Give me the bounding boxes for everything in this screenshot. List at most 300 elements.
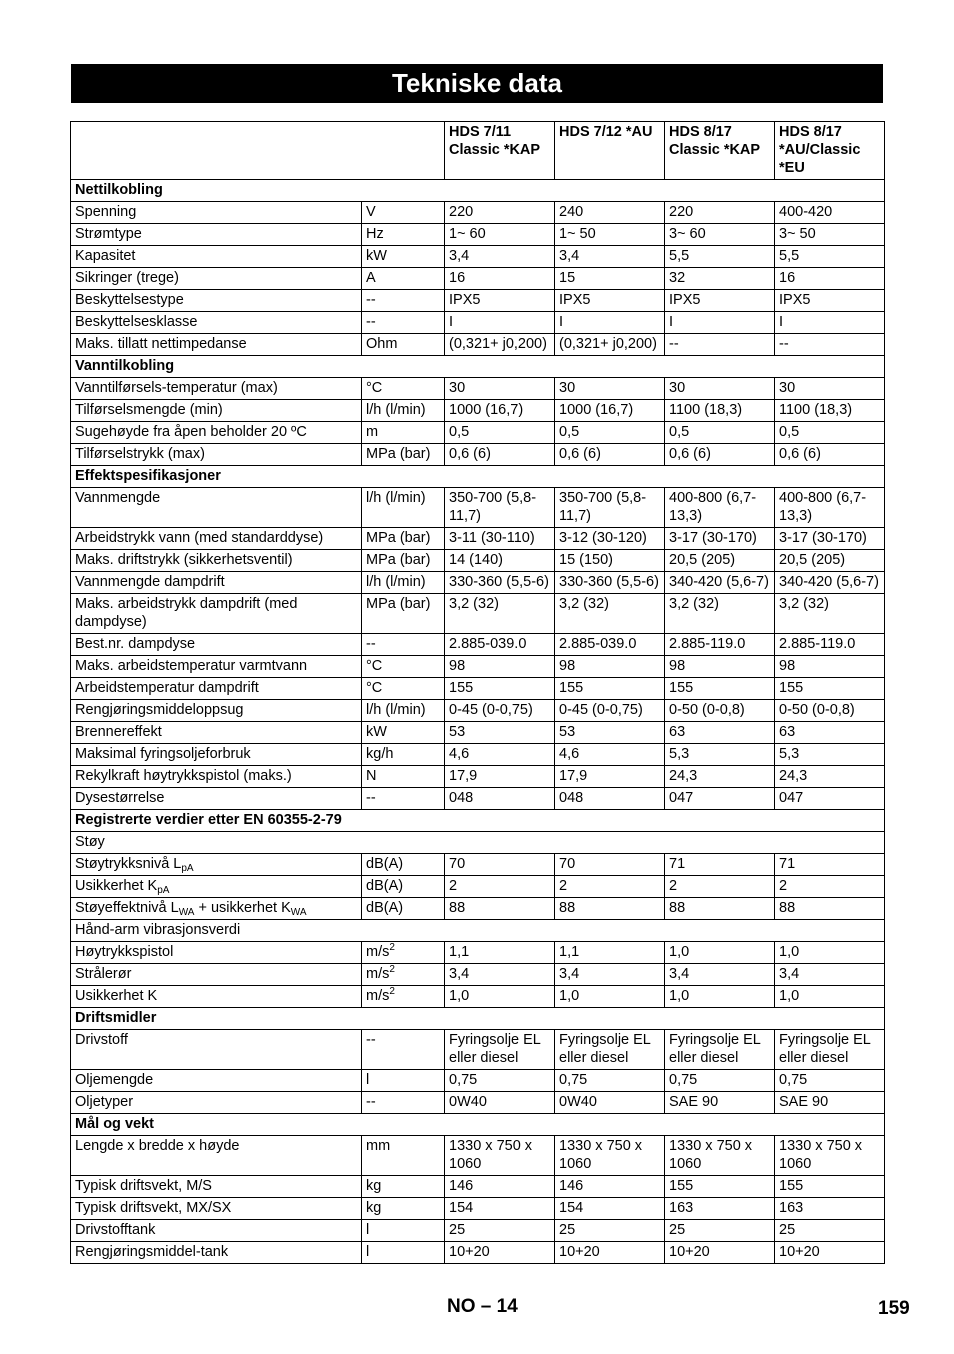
model-header-2: HDS 7/12 *AU	[555, 122, 665, 180]
title-bar	[71, 64, 883, 103]
row-label-text: Vannmengde dampdrift	[75, 574, 225, 590]
table-row	[71, 876, 885, 898]
value-cell-model-3: I	[665, 312, 775, 334]
row-unit	[362, 422, 445, 444]
value-cell-model-3: 32	[665, 268, 775, 290]
table-header-row	[71, 122, 885, 180]
value-cell-model-1: 3,2 (32)	[445, 594, 555, 634]
table-row	[71, 898, 885, 920]
value-cell-model-2: 3,4	[555, 246, 665, 268]
table-row	[71, 550, 885, 572]
section-title: Effektspesifikasjoner	[71, 466, 885, 488]
value-cell-model-1: 1,1	[445, 942, 555, 964]
table-row	[71, 572, 885, 594]
row-unit-text: kg	[366, 1178, 382, 1194]
table-row	[71, 964, 885, 986]
value-cell-model-1: IPX5	[445, 290, 555, 312]
row-unit	[362, 656, 445, 678]
value-cell-model-1: 1,0	[445, 986, 555, 1008]
value-cell-model-2: 30	[555, 378, 665, 400]
table-row	[71, 678, 885, 700]
row-label	[71, 290, 362, 312]
row-unit-text: l/h (l/min)	[366, 490, 426, 506]
value-cell-model-3: 2.885-119.0	[665, 634, 775, 656]
value-cell-model-4: 5,5	[775, 246, 885, 268]
table-row	[71, 1176, 885, 1198]
row-label-text: Oljemengde	[75, 1072, 154, 1088]
row-label	[71, 634, 362, 656]
value-cell-model-2: 0,5	[555, 422, 665, 444]
row-label-text: Arbeidstrykk vann (med standarddyse)	[75, 530, 324, 546]
row-unit	[362, 744, 445, 766]
row-unit	[362, 224, 445, 246]
row-label-text: Usikkerhet K	[75, 988, 158, 1004]
row-unit	[362, 488, 445, 528]
value-cell-model-1: I	[445, 312, 555, 334]
row-unit-text: --	[366, 1094, 376, 1110]
row-label-text: Maksimal fyringsoljeforbruk	[75, 746, 251, 762]
row-unit-text: kW	[366, 248, 387, 264]
row-unit	[362, 202, 445, 224]
table-row	[71, 1030, 885, 1070]
table-row	[71, 722, 885, 744]
row-unit	[362, 964, 445, 986]
value-cell-model-2: 1330 x 750 x 1060	[555, 1136, 665, 1176]
row-label	[71, 1092, 362, 1114]
value-cell-model-2: 3-12 (30-120)	[555, 528, 665, 550]
value-cell-model-4: 0,75	[775, 1070, 885, 1092]
row-label-subscript: WA	[178, 907, 195, 918]
value-cell-model-2: 1000 (16,7)	[555, 400, 665, 422]
row-unit-text: m/s	[366, 944, 390, 960]
row-unit	[362, 876, 445, 898]
row-label-text: Typisk driftsvekt, M/S	[75, 1178, 212, 1194]
value-cell-model-4: 63	[775, 722, 885, 744]
row-unit-text: m/s	[366, 988, 390, 1004]
row-unit	[362, 312, 445, 334]
table-row	[71, 488, 885, 528]
row-unit-text: l/h (l/min)	[366, 702, 426, 718]
value-cell-model-4: 1,0	[775, 942, 885, 964]
row-label	[71, 1176, 362, 1198]
section-title: Driftsmidler	[71, 1008, 885, 1030]
row-label	[71, 1070, 362, 1092]
row-label-text: Rekylkraft høytrykkspistol (maks.)	[75, 768, 292, 784]
row-unit	[362, 528, 445, 550]
value-cell-model-3: 0,6 (6)	[665, 444, 775, 466]
table-row	[71, 634, 885, 656]
row-label	[71, 528, 362, 550]
section-title: Mål og vekt	[71, 1114, 885, 1136]
value-cell-model-1: 146	[445, 1176, 555, 1198]
value-cell-model-2: 0,6 (6)	[555, 444, 665, 466]
row-unit	[362, 290, 445, 312]
value-cell-model-3: 25	[665, 1220, 775, 1242]
row-unit-text: --	[366, 636, 376, 652]
value-cell-model-4: 1,0	[775, 986, 885, 1008]
value-cell-model-3: 220	[665, 202, 775, 224]
row-label	[71, 202, 362, 224]
row-label	[71, 656, 362, 678]
table-row	[71, 334, 885, 356]
value-cell-model-4: 3-17 (30-170)	[775, 528, 885, 550]
row-unit-text: --	[366, 314, 376, 330]
value-cell-model-2: 048	[555, 788, 665, 810]
row-unit-text: °C	[366, 380, 383, 396]
row-label	[71, 1242, 362, 1264]
value-cell-model-4: 047	[775, 788, 885, 810]
row-unit-text: kg/h	[366, 746, 394, 762]
value-cell-model-3: 3,2 (32)	[665, 594, 775, 634]
row-label	[71, 312, 362, 334]
section-header-row	[71, 810, 885, 832]
row-label-text: Sikringer (trege)	[75, 270, 179, 286]
row-label	[71, 268, 362, 290]
value-cell-model-2: 146	[555, 1176, 665, 1198]
row-unit	[362, 444, 445, 466]
row-label	[71, 422, 362, 444]
row-unit-superscript: 2	[389, 942, 395, 953]
value-cell-model-3: 047	[665, 788, 775, 810]
row-unit	[362, 246, 445, 268]
model-header-1: HDS 7/11 Classic *KAP	[445, 122, 555, 180]
value-cell-model-2: 0-45 (0-0,75)	[555, 700, 665, 722]
value-cell-model-1: 98	[445, 656, 555, 678]
row-unit-text: m	[366, 424, 379, 440]
row-unit	[362, 572, 445, 594]
row-unit-text: MPa (bar)	[366, 596, 431, 612]
value-cell-model-3: 20,5 (205)	[665, 550, 775, 572]
row-label	[71, 964, 362, 986]
table-row	[71, 1198, 885, 1220]
value-cell-model-2: 98	[555, 656, 665, 678]
subsection-title: Støy	[71, 832, 885, 854]
row-unit	[362, 722, 445, 744]
table-row	[71, 766, 885, 788]
value-cell-model-4: 340-420 (5,6-7)	[775, 572, 885, 594]
row-label-text: Rengjøringsmiddel-tank	[75, 1244, 229, 1260]
row-unit-text: l/h (l/min)	[366, 402, 426, 418]
row-unit	[362, 1092, 445, 1114]
value-cell-model-2: IPX5	[555, 290, 665, 312]
footer-section-label: NO – 14	[447, 1296, 518, 1317]
value-cell-model-3: 5,5	[665, 246, 775, 268]
header-empty-label	[71, 122, 362, 180]
value-cell-model-2: 154	[555, 1198, 665, 1220]
row-unit	[362, 942, 445, 964]
row-unit	[362, 678, 445, 700]
row-label-text: Oljetyper	[75, 1094, 134, 1110]
row-label	[71, 444, 362, 466]
header-empty-unit	[362, 122, 445, 180]
value-cell-model-3: 2	[665, 876, 775, 898]
row-label	[71, 378, 362, 400]
value-cell-model-2: 0W40	[555, 1092, 665, 1114]
row-unit-text: kW	[366, 724, 387, 740]
value-cell-model-4: IPX5	[775, 290, 885, 312]
value-cell-model-2: 2.885-039.0	[555, 634, 665, 656]
value-cell-model-2: 350-700 (5,8-11,7)	[555, 488, 665, 528]
row-unit-text: --	[366, 292, 376, 308]
value-cell-model-3: 1330 x 750 x 1060	[665, 1136, 775, 1176]
table-row	[71, 202, 885, 224]
row-label-text: Maks. tillatt nettimpedanse	[75, 336, 247, 352]
value-cell-model-3: 71	[665, 854, 775, 876]
section-header-row	[71, 1114, 885, 1136]
value-cell-model-3: 88	[665, 898, 775, 920]
table-row	[71, 528, 885, 550]
table-row	[71, 700, 885, 722]
value-cell-model-3: 0,5	[665, 422, 775, 444]
row-label	[71, 334, 362, 356]
section-title: Registrerte verdier etter EN 60355-2-79	[71, 810, 885, 832]
row-label-text: Typisk driftsvekt, MX/SX	[75, 1200, 232, 1216]
row-label-text: Støytrykksnivå L	[75, 856, 182, 872]
row-unit-text: MPa (bar)	[366, 446, 431, 462]
value-cell-model-2: 0,75	[555, 1070, 665, 1092]
value-cell-model-1: 70	[445, 854, 555, 876]
value-cell-model-3: 3-17 (30-170)	[665, 528, 775, 550]
row-label	[71, 246, 362, 268]
row-unit-text: dB(A)	[366, 878, 404, 894]
value-cell-model-3: 63	[665, 722, 775, 744]
row-unit	[362, 1242, 445, 1264]
value-cell-model-2: (0,321+ j0,200)	[555, 334, 665, 356]
row-unit-text: dB(A)	[366, 900, 404, 916]
row-label	[71, 678, 362, 700]
value-cell-model-3: 1100 (18,3)	[665, 400, 775, 422]
row-label	[71, 1030, 362, 1070]
value-cell-model-2: 17,9	[555, 766, 665, 788]
row-label-text: Usikkerhet K	[75, 878, 158, 894]
table-row	[71, 378, 885, 400]
value-cell-model-2: 88	[555, 898, 665, 920]
row-label-text: Brennereffekt	[75, 724, 162, 740]
row-label	[71, 1198, 362, 1220]
value-cell-model-3: 0,75	[665, 1070, 775, 1092]
value-cell-model-4: 30	[775, 378, 885, 400]
value-cell-model-2: Fyringsolje EL eller diesel	[555, 1030, 665, 1070]
value-cell-model-1: 16	[445, 268, 555, 290]
row-label-text: Kapasitet	[75, 248, 136, 264]
value-cell-model-3: Fyringsolje EL eller diesel	[665, 1030, 775, 1070]
row-label-text: Beskyttelsestype	[75, 292, 184, 308]
value-cell-model-3: SAE 90	[665, 1092, 775, 1114]
row-label	[71, 942, 362, 964]
value-cell-model-3: 24,3	[665, 766, 775, 788]
row-label	[71, 986, 362, 1008]
table-row	[71, 788, 885, 810]
value-cell-model-4: 2.885-119.0	[775, 634, 885, 656]
row-unit	[362, 378, 445, 400]
row-unit	[362, 594, 445, 634]
table-row	[71, 290, 885, 312]
row-unit	[362, 634, 445, 656]
value-cell-model-1: 3,4	[445, 246, 555, 268]
value-cell-model-3: --	[665, 334, 775, 356]
value-cell-model-3: 400-800 (6,7-13,3)	[665, 488, 775, 528]
table-row	[71, 854, 885, 876]
row-unit-text: --	[366, 1032, 376, 1048]
row-unit	[362, 766, 445, 788]
value-cell-model-4: 20,5 (205)	[775, 550, 885, 572]
value-cell-model-3: 163	[665, 1198, 775, 1220]
value-cell-model-4: 0-50 (0-0,8)	[775, 700, 885, 722]
value-cell-model-4: 71	[775, 854, 885, 876]
row-label-text: Arbeidstemperatur dampdrift	[75, 680, 259, 696]
value-cell-model-4: 0,6 (6)	[775, 444, 885, 466]
row-unit	[362, 700, 445, 722]
value-cell-model-1: 3-11 (30-110)	[445, 528, 555, 550]
value-cell-model-2: 155	[555, 678, 665, 700]
row-label-text: Sugehøyde fra åpen beholder 20 ºC	[75, 424, 307, 440]
value-cell-model-2: 2	[555, 876, 665, 898]
row-unit	[362, 334, 445, 356]
row-unit-text: l	[366, 1072, 370, 1088]
value-cell-model-4: 5,3	[775, 744, 885, 766]
table-row	[71, 594, 885, 634]
section-header-row	[71, 356, 885, 378]
row-label-text: Maks. driftstrykk (sikkerhetsventil)	[75, 552, 293, 568]
value-cell-model-1: 0,75	[445, 1070, 555, 1092]
row-label	[71, 594, 362, 634]
value-cell-model-1: 330-360 (5,5-6)	[445, 572, 555, 594]
row-unit-text: °C	[366, 680, 383, 696]
value-cell-model-1: 17,9	[445, 766, 555, 788]
value-cell-model-2: 1~ 50	[555, 224, 665, 246]
row-unit-text: mm	[366, 1138, 391, 1154]
row-label-text: Vannmengde	[75, 490, 161, 506]
value-cell-model-2: 1,1	[555, 942, 665, 964]
section-header-row	[71, 180, 885, 202]
value-cell-model-1: Fyringsolje EL eller diesel	[445, 1030, 555, 1070]
row-label-continuation: + usikkerhet K	[194, 900, 291, 916]
row-label-text: Strømtype	[75, 226, 142, 242]
value-cell-model-3: 155	[665, 1176, 775, 1198]
value-cell-model-4: 1100 (18,3)	[775, 400, 885, 422]
value-cell-model-1: 2.885-039.0	[445, 634, 555, 656]
row-unit	[362, 986, 445, 1008]
value-cell-model-2: 4,6	[555, 744, 665, 766]
value-cell-model-4: 1330 x 750 x 1060	[775, 1136, 885, 1176]
value-cell-model-1: 0W40	[445, 1092, 555, 1114]
value-cell-model-1: 1~ 60	[445, 224, 555, 246]
row-unit-text: N	[366, 768, 377, 784]
value-cell-model-3: 10+20	[665, 1242, 775, 1264]
row-label-text: Rengjøringsmiddeloppsug	[75, 702, 244, 718]
table-row	[71, 656, 885, 678]
value-cell-model-1: 1000 (16,7)	[445, 400, 555, 422]
row-label	[71, 700, 362, 722]
row-label-text: Høytrykkspistol	[75, 944, 174, 960]
row-unit	[362, 1198, 445, 1220]
value-cell-model-3: 3~ 60	[665, 224, 775, 246]
model-header-4: HDS 8/17 *AU/Classic *EU	[775, 122, 885, 180]
value-cell-model-3: 1,0	[665, 942, 775, 964]
value-cell-model-2: 3,2 (32)	[555, 594, 665, 634]
row-label	[71, 572, 362, 594]
table-row	[71, 1092, 885, 1114]
table-row	[71, 986, 885, 1008]
table-row	[71, 312, 885, 334]
value-cell-model-4: 163	[775, 1198, 885, 1220]
value-cell-model-4: Fyringsolje EL eller diesel	[775, 1030, 885, 1070]
value-cell-model-1: 1330 x 750 x 1060	[445, 1136, 555, 1176]
table-row	[71, 1242, 885, 1264]
value-cell-model-1: 154	[445, 1198, 555, 1220]
value-cell-model-1: 0,5	[445, 422, 555, 444]
footer-page-number: 159	[878, 1298, 910, 1319]
value-cell-model-1: 25	[445, 1220, 555, 1242]
table-row	[71, 422, 885, 444]
row-unit-text: V	[366, 204, 376, 220]
subsection-row	[71, 832, 885, 854]
row-unit-text: m/s	[366, 966, 390, 982]
table-row	[71, 224, 885, 246]
value-cell-model-4: 98	[775, 656, 885, 678]
value-cell-model-3: 98	[665, 656, 775, 678]
row-label-text: Beskyttelsesklasse	[75, 314, 198, 330]
value-cell-model-1: (0,321+ j0,200)	[445, 334, 555, 356]
row-label	[71, 1136, 362, 1176]
subsection-title: Hånd-arm vibrasjonsverdi	[71, 920, 885, 942]
row-unit	[362, 1176, 445, 1198]
row-unit-text: kg	[366, 1200, 382, 1216]
row-label-text: Støyeffektnivå L	[75, 900, 179, 916]
value-cell-model-3: 340-420 (5,6-7)	[665, 572, 775, 594]
value-cell-model-2: 70	[555, 854, 665, 876]
row-label	[71, 224, 362, 246]
value-cell-model-2: 53	[555, 722, 665, 744]
value-cell-model-4: SAE 90	[775, 1092, 885, 1114]
value-cell-model-4: 155	[775, 1176, 885, 1198]
row-label	[71, 898, 362, 920]
value-cell-model-1: 220	[445, 202, 555, 224]
page-title: Tekniske data	[391, 68, 563, 98]
row-unit-text: l	[366, 1222, 370, 1238]
value-cell-model-2: 15	[555, 268, 665, 290]
section-title: Nettilkobling	[71, 180, 885, 202]
table-row	[71, 1070, 885, 1092]
row-label-text: Maks. arbeidstrykk dampdrift (med dampdyse)	[75, 596, 298, 630]
table-row	[71, 744, 885, 766]
value-cell-model-4: 3,2 (32)	[775, 594, 885, 634]
value-cell-model-4: --	[775, 334, 885, 356]
row-unit-superscript: 2	[389, 986, 395, 997]
row-label	[71, 766, 362, 788]
value-cell-model-2: 1,0	[555, 986, 665, 1008]
row-unit-text: °C	[366, 658, 383, 674]
row-unit	[362, 898, 445, 920]
table-row	[71, 1220, 885, 1242]
value-cell-model-4: 400-800 (6,7-13,3)	[775, 488, 885, 528]
section-title: Vanntilkobling	[71, 356, 885, 378]
row-label-text: Drivstofftank	[75, 1222, 156, 1238]
model-header-3: HDS 8/17 Classic *KAP	[665, 122, 775, 180]
value-cell-model-1: 155	[445, 678, 555, 700]
row-unit	[362, 550, 445, 572]
value-cell-model-2: 3,4	[555, 964, 665, 986]
row-unit	[362, 1220, 445, 1242]
value-cell-model-4: 88	[775, 898, 885, 920]
value-cell-model-3: 5,3	[665, 744, 775, 766]
row-label-subscript: pA	[157, 885, 170, 896]
table-row	[71, 444, 885, 466]
row-label	[71, 722, 362, 744]
value-cell-model-4: 3,4	[775, 964, 885, 986]
value-cell-model-3: 0-50 (0-0,8)	[665, 700, 775, 722]
value-cell-model-4: 10+20	[775, 1242, 885, 1264]
